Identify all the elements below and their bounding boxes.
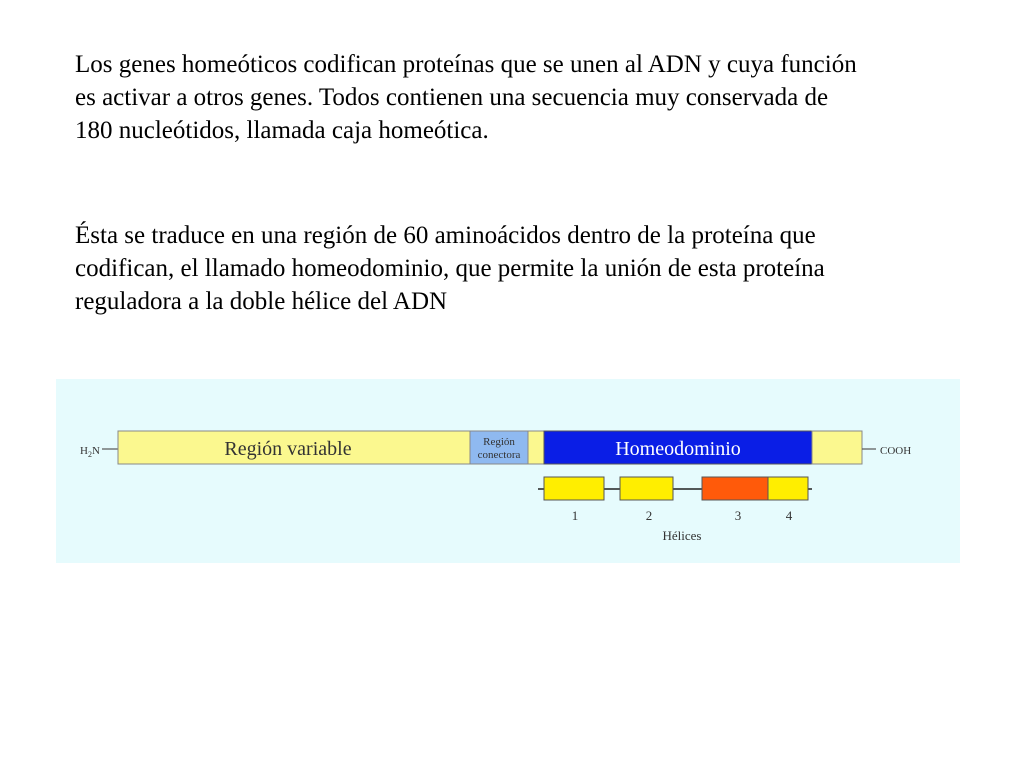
helices-label: Hélices (662, 528, 702, 543)
c-terminus-label: COOH (880, 445, 912, 457)
helix-number-4: 4 (785, 508, 793, 523)
helix-number-2: 2 (645, 508, 653, 523)
helix-2 (620, 477, 673, 500)
linker-box (528, 431, 544, 464)
protein-diagram-svg (56, 379, 960, 563)
c-terminal-box (812, 431, 862, 464)
helix-1 (544, 477, 604, 500)
protein-diagram (56, 379, 960, 563)
region-variable-label: Región variable (224, 438, 352, 460)
helix-number-1: 1 (571, 508, 579, 523)
region-conectora-label-line1: Región (483, 436, 515, 448)
n-terminus-label: $H_2N$ (80, 445, 100, 459)
helix-number-3: 3 (734, 508, 742, 523)
paragraph-intro: Los genes homeóticos codifican proteínas que se unen al ADN y cuya función es activar a otros genes. Todos contienen una secuencia muy conservada de 180 nucleótidos, llamada caja homeótica. (75, 51, 857, 144)
paragraph-homeodomain: Ésta se traduce en una región de 60 aminoácidos dentro de la proteína que codifican, el llamado homeodominio, que permite la unión de esta proteína reguladora a la doble hélice del ADN (75, 222, 825, 315)
region-conectora-label-line2: conectora (477, 449, 521, 461)
helix-4 (768, 477, 808, 500)
helix-3 (702, 477, 768, 500)
homeodomain-label: Homeodominio (615, 438, 741, 460)
